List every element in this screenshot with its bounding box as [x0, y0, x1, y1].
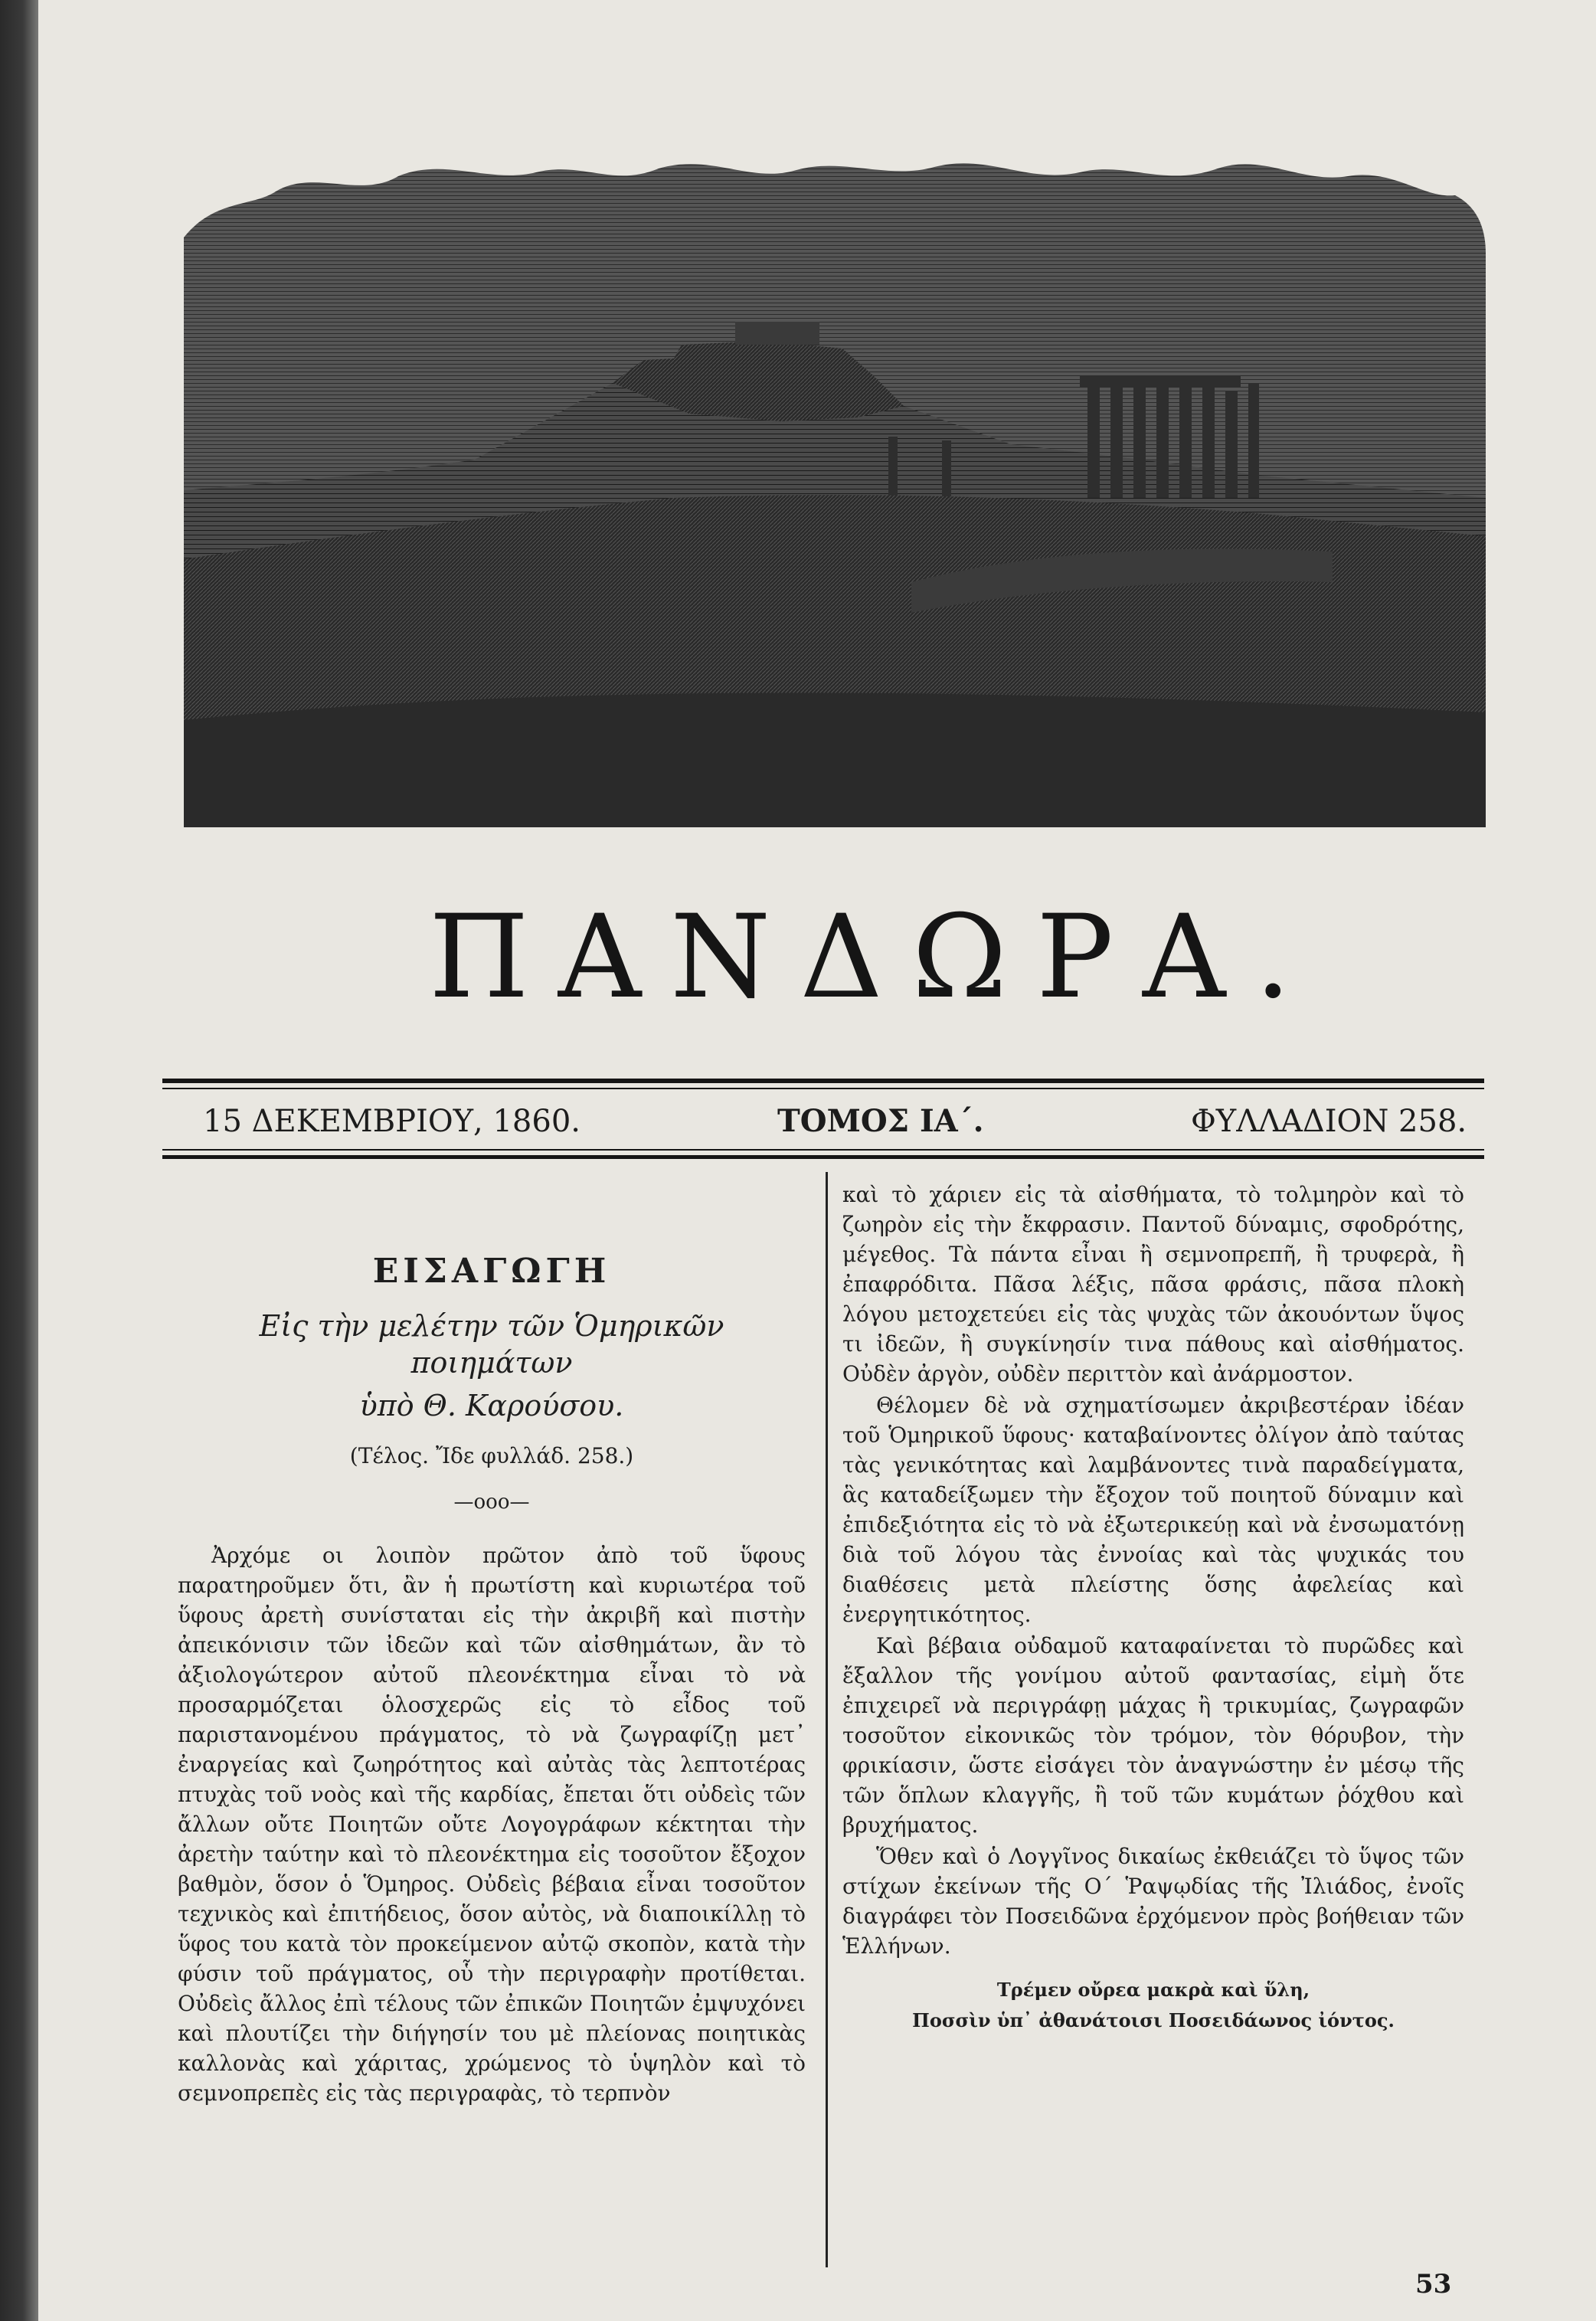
paragraph: καὶ τὸ χάριεν εἰς τὰ αἰσθήματα, τὸ τολμηρὸν καὶ τὸ ζωηρὸν εἰς τὴν ἔκφρασιν. Παντοῦ δύναμις, σφοδρότης, μέγεθος. Τὰ πάντα εἶναι ἢ σεμνοπρεπῆ, ἢ τρυφερὰ, ἢ ἐπαφρόδιτα. Πᾶσα λέξις, πᾶσα φράσις, πᾶσα πλοκὴ λόγου μετοχετεύει εἰς τὰς ψυχὰς τῶν ἀκουόντων ὕψος τι ἰδεῶν, ἢ συγκίνησίν τινα πάθους καὶ αἰσθήματος. Οὐδὲν ἀργὸν, οὐδὲν περιττὸν καὶ ἀνάρμοστον.: [842, 1182, 1464, 1386]
verse-line: Τρέμεν οὔρεα μακρὰ καὶ ὕλη,: [996, 1979, 1310, 2001]
masthead-rule-top-thick: [162, 1079, 1484, 1083]
masthead-rule-bottom-thin: [162, 1149, 1484, 1151]
left-column: [178, 1180, 806, 2110]
masthead-rule-bottom-thick: [162, 1155, 1484, 1159]
continuation-reference: (Τέλος. Ἴδε φυλλάδ. 258.): [349, 1443, 634, 1468]
column-divider: [826, 1172, 828, 2267]
book-binding-edge: [0, 0, 38, 2321]
masthead-rule-top-thin: [162, 1088, 1484, 1089]
dateline: [165, 1097, 1482, 1146]
section-separator: —οοο—: [453, 1491, 530, 1514]
verse-line: Ποσσὶν ὑπ᾽ ἀθανάτοισι Ποσειδάωνος ἰόντος.: [912, 2009, 1395, 2031]
paragraph: Ἀρχόμε οι λοιπὸν πρῶτον ἀπὸ τοῦ ὕφους παρατηροῦμεν ὅτι, ἂν ἡ πρωτίστη καὶ κυριωτέρα τοῦ ὕφους ἀρετὴ συνίσταται εἰς τὴν ἀκριβῆ καὶ πιστὴν ἀπεικόνισιν τῶν ἰδεῶν καὶ τῶν αἰσθημάτων, ἂν τὸ ἀξιολογώτερον αὐτοῦ πλεονέκτημα εἶναι τὸ νὰ προσαρμόζεται ὁλοσχερῶς εἰς τὸ εἶδος τοῦ παριστανομένου πράγματος, τὸ νὰ ζωγραφίζῃ μετ᾽ ἐναργείας καὶ ζωηρότητος καὶ αὐτὰς τὰς λεπτοτέρας πτυχὰς τοῦ νοὸς καὶ τῆς καρδίας, ἔπεται ὅτι οὐδεὶς τῶν ἄλλων οὔτε Ποιητῶν οὔτε Λογογράφων κέκτηται τὴν ἀρετὴν ταύτην καὶ τὸ πλεονέκτημα εἰς τοσοῦτον ἔξοχον βαθμὸν, ὅσον ὁ Ὅμηρος. Οὐδεὶς βέβαια εἶναι τοσοῦτον τεχνικὸς καὶ ἐπιτήδειος, ὅσον αὐτὸς, νὰ διαποικίλλῃ τὸ ὕφος του κατὰ τὸν προκείμενον αὐτῷ σκοπὸν, κατὰ τὴν φύσιν τοῦ πράγματος, οὗ τὴν περιγραφὴν προτίθεται. Οὐδεὶς ἄλλος ἐπὶ τέλους τῶν ἐπικῶν Ποιητῶν ἐμψυχόνει καὶ πλουτίζει τὴν διήγησίν του μὲ πλείονας ποιητικὰς καλλονὰς καὶ χάριτας, χρώμενος τὸ ὑψηλὸν καὶ τὸ σεμνοπρεπὲς εἰς τὰς περιγραφὰς, τὸ τερπνὸν: [178, 1543, 806, 2106]
article-author: ὑπὸ Θ. Καρούσου.: [359, 1389, 624, 1422]
article-heading: ΕΙΣΑΓΩΓΗ: [372, 1252, 611, 1291]
paragraph: Ὅθεν καὶ ὁ Λογγῖνος δικαίως ἐκθειάζει τὸ ὕψος τῶν στίχων ἐκείνων τῆς Ο΄ Ῥαψῳδίας τῆς Ἰλιάδος, ἐνοῖς διαγράφει τὸν Ποσειδῶνα ἐρχόμενον πρὸς βοήθειαν τῶν Ἑλλήνων.: [842, 1844, 1464, 1959]
article-subtitle: Εἰς τὴν μελέτην τῶν Ὁμηρικῶν ποιημάτων: [259, 1309, 724, 1380]
verse-quotation: [842, 1975, 1464, 2036]
issue-number: ΦΥΛΛΑΔΙΟΝ 258.: [1191, 1104, 1467, 1139]
issue-date: 15 ΔΕΚΕΜΒΡΙΟΥ, 1860.: [203, 1104, 581, 1139]
paragraph: Θέλομεν δὲ νὰ σχηματίσωμεν ἀκριβεστέραν ἰδέαν τοῦ Ὁμηρικοῦ ὕφους· καταβαίνοντες ὀλίγον ἀπὸ ταύτας τὰς γενικότητας καὶ λαμβάνοντες τινὰ παραδείγματα, ἃς καταδείξωμεν τὴν ἔξοχον τοῦ ποιητοῦ δύναμιν καὶ ἐπιδεξιότητα εἰς τὸ νὰ ἐξωτερικεύῃ καὶ νὰ ἐνσωματόνῃ διὰ τοῦ λόγου τὰς ἐννοίας καὶ τὰς ψυχικάς του διαθέσεις μετὰ πλείστης ὅσης ἀφελείας καὶ ἐνεργητικότητος.: [842, 1393, 1464, 1627]
acropolis-engraving: [184, 153, 1486, 827]
right-column: [842, 1180, 1464, 2036]
page-number: 53: [1415, 2269, 1452, 2300]
volume-number: ΤΟΜΟΣ ΙΑ΄.: [777, 1103, 984, 1139]
paragraph: Καὶ βέβαια οὐδαμοῦ καταφαίνεται τὸ πυρῶδες καὶ ἔξαλλον τῆς γονίμου αὐτοῦ φαντασίας, εἰμὴ ὅτε ἐπιχειρεῖ νὰ περιγράφῃ μάχας ἢ τρικυμίας, ζωγραφῶν τοσοῦτον εἰκονικῶς τὸν τρόμον, τὸν θόρυβον, τὴν φρικίασιν, ὥστε εἰσάγει τὸν ἀναγνώστην ἐν μέσῳ τῆς τῶν ὅπλων κλαγγῆς, ἢ τοῦ τῶν κυμάτων ῥόχθου καὶ βρυχήματος.: [842, 1633, 1464, 1838]
masthead-title: ΠΑΝΔΩΡΑ.: [429, 891, 1321, 1024]
